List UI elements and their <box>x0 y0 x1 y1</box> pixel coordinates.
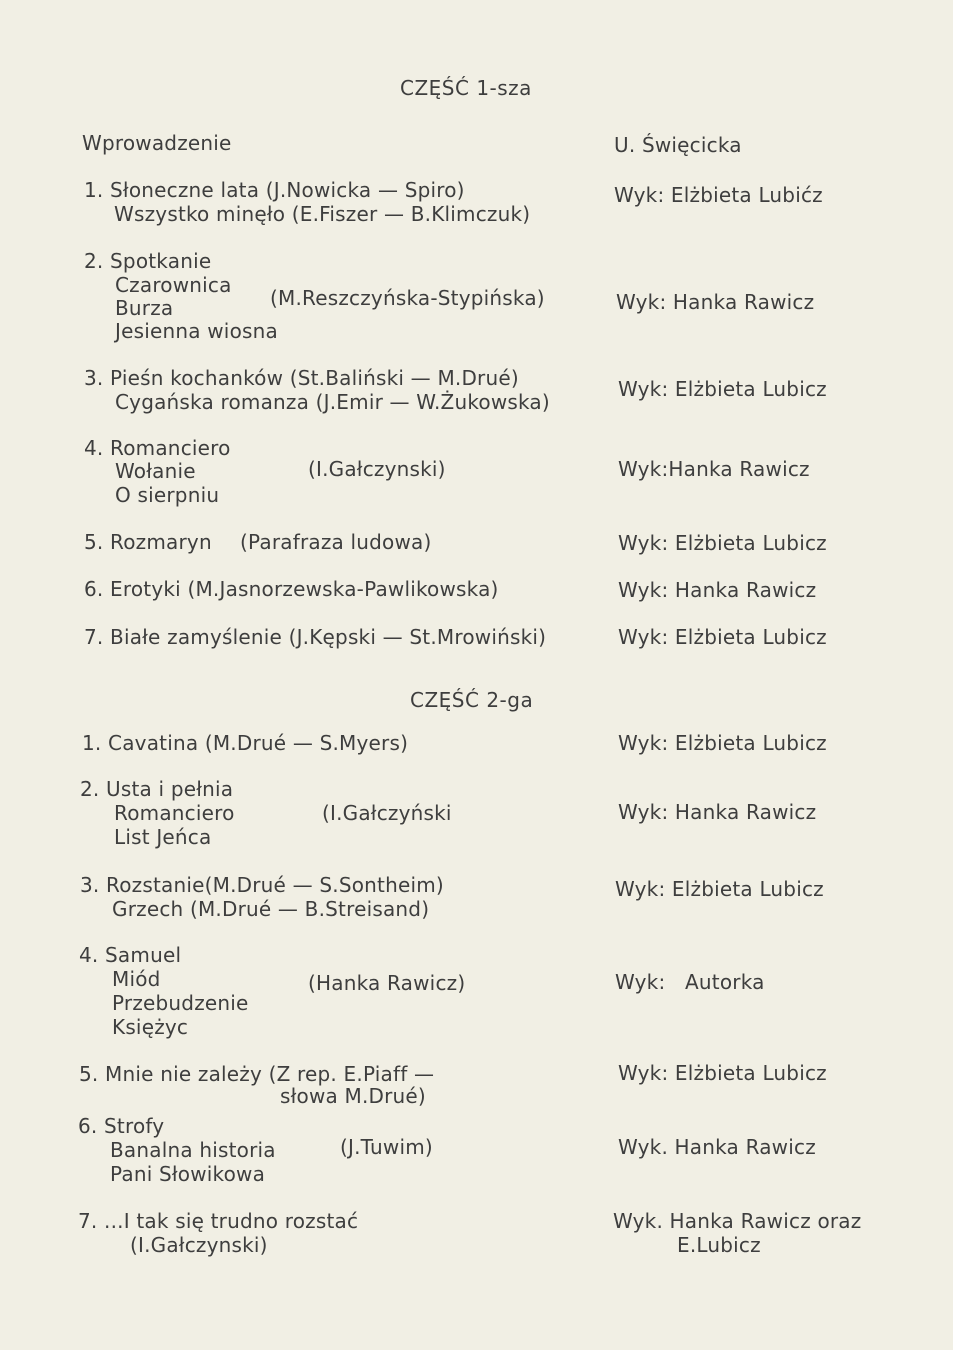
p2-item1-performer: Wyk: Elżbieta Lubicz <box>618 731 827 755</box>
p1-item2-line2: Czarownica <box>115 273 232 297</box>
p1-item4-line2: Wołanie <box>115 459 196 483</box>
p1-item2-line4: Jesienna wiosna <box>115 319 278 343</box>
p1-item2-author: (M.Reszczyńska-Stypińska) <box>270 286 545 310</box>
p2-item4-line2: Miód <box>112 967 161 991</box>
p2-item1-line1: 1. Cavatina (M.Drué — S.Myers) <box>82 731 409 755</box>
p2-item2-line2: Romanciero <box>114 801 235 825</box>
intro-title: Wprowadzenie <box>82 131 232 155</box>
p1-item3-performer: Wyk: Elżbieta Lubicz <box>618 377 827 401</box>
p2-item4-performer: Wyk: Autorka <box>615 970 765 994</box>
p2-item6-line3: Pani Słowikowa <box>110 1162 266 1186</box>
p2-item5-performer: Wyk: Elżbieta Lubicz <box>618 1061 827 1085</box>
p1-item7-line1: 7. Białe zamyślenie (J.Kępski — St.Mrowiński) <box>84 625 547 649</box>
p1-item3-line1: 3. Pieśn kochanków (St.Baliński — M.Drué) <box>84 366 519 390</box>
p1-item4-performer: Wyk:Hanka Rawicz <box>618 457 810 481</box>
p2-item5-line1: 5. Mnie nie zależy (Z rep. E.Piaff — <box>79 1062 435 1086</box>
p2-item3-line1: 3. Rozstanie(M.Drué — S.Sontheim) <box>80 873 444 897</box>
p1-item4-line3: O sierpniu <box>115 483 220 507</box>
p1-item1-performer: Wyk: Elżbieta Lubićz <box>614 183 823 207</box>
p2-item7-performer-line1: Wyk. Hanka Rawicz oraz <box>613 1209 862 1233</box>
p1-item7-performer: Wyk: Elżbieta Lubicz <box>618 625 827 649</box>
p2-item3-line2: Grzech (M.Drué — B.Streisand) <box>112 897 430 921</box>
p2-item6-line2: Banalna historia <box>110 1138 276 1162</box>
p1-item6-performer: Wyk: Hanka Rawicz <box>618 578 817 602</box>
p2-item2-line1: 2. Usta i pełnia <box>80 777 234 801</box>
p1-item2-performer: Wyk: Hanka Rawicz <box>616 290 815 314</box>
p1-item5-performer: Wyk: Elżbieta Lubicz <box>618 531 827 555</box>
p1-item4-author: (I.Gałczynski) <box>308 457 446 481</box>
part1-heading: CZĘŚĆ 1-sza <box>400 76 532 100</box>
p1-item2-line1: 2. Spotkanie <box>84 249 212 273</box>
p2-item7-performer-line2: E.Lubicz <box>677 1233 761 1257</box>
p1-item3-line2: Cygańska romanza (J.Emir — W.Żukowska) <box>115 390 550 414</box>
p2-item5-line2: słowa M.Drué) <box>280 1084 426 1108</box>
p1-item1-line1: 1. Słoneczne lata (J.Nowicka — Spiro) <box>84 178 465 202</box>
p2-item3-performer: Wyk: Elżbieta Lubicz <box>615 877 824 901</box>
p2-item6-line1: 6. Strofy <box>78 1114 165 1138</box>
p1-item6-line1: 6. Erotyki (M.Jasnorzewska-Pawlikowska) <box>84 577 499 601</box>
p2-item2-author: (I.Gałczyński <box>322 801 452 825</box>
p2-item4-line4: Księżyc <box>112 1015 189 1039</box>
p2-item6-author: (J.Tuwim) <box>340 1135 433 1159</box>
p2-item2-line3: List Jeńca <box>114 825 212 849</box>
p2-item4-line1: 4. Samuel <box>79 943 182 967</box>
p2-item7-line2: (I.Gałczynski) <box>130 1233 268 1257</box>
p1-item2-line3: Burza <box>115 296 174 320</box>
p2-item4-author: (Hanka Rawicz) <box>308 971 466 995</box>
p2-item6-performer: Wyk. Hanka Rawicz <box>618 1135 816 1159</box>
part2-heading: CZĘŚĆ 2-ga <box>410 688 534 712</box>
p2-item7-line1: 7. ...I tak się trudno rozstać <box>78 1209 359 1233</box>
p1-item5-author: (Parafraza ludowa) <box>240 530 432 554</box>
p2-item4-line3: Przebudzenie <box>112 991 249 1015</box>
p1-item4-line1: 4. Romanciero <box>84 436 231 460</box>
p1-item1-line2: Wszystko minęło (E.Fiszer — B.Klimczuk) <box>114 202 531 226</box>
p1-item5-title: 5. Rozmaryn <box>84 530 212 554</box>
intro-performer: U. Święcicka <box>614 133 742 157</box>
p2-item2-performer: Wyk: Hanka Rawicz <box>618 800 817 824</box>
